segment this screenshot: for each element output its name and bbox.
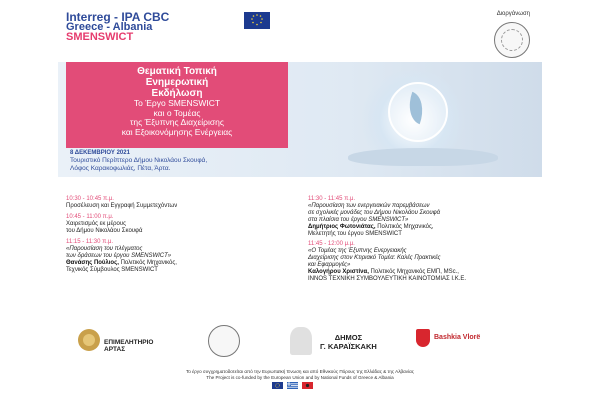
event-date: 8 ΔΕΚΕΜΒΡΙΟΥ 2021	[70, 150, 130, 156]
agenda-topic: Διαχείρισης στον Κτιριακό Τομέα: Καλές Πρακτικές	[308, 255, 441, 261]
agenda-role: Μελετητής του έργου SMENSWICT	[308, 231, 402, 237]
agenda-speaker: Δημήτριος Φωτονιάτας,	[308, 224, 376, 230]
agenda-topic: «Ο Τομέας της Έξυπνης Ενεργειακής	[308, 248, 407, 254]
agenda-item	[66, 214, 266, 235]
venue-line: Λόφος Καρακοφωλιάς, Πέτα, Άρτα.	[70, 165, 171, 172]
agenda-role: Πολιτικός Μηχανικός ΕΜΠ, MSc.,	[370, 269, 459, 275]
event-poster	[58, 0, 542, 400]
agenda-topic: και Εφαρμογές»	[308, 262, 351, 268]
agenda-item	[308, 196, 536, 238]
partner-logos	[58, 325, 542, 367]
agenda-time: 11:45 - 12:00 μ.μ.	[308, 241, 355, 247]
event-subtitle-line: και ο Τομέας	[153, 107, 201, 118]
funding-greek: Το έργο συγχρηματοδοτείται από την Ευρωπαϊκή Ένωση και από Εθνικούς Πόρους της Ελλάδας & της Αλβανίας	[186, 369, 414, 374]
organizer-label: Διοργάνωση	[496, 11, 530, 17]
agenda-topic: σε σχολικές μονάδες του Δήμου Νικολάου Σκουφά	[308, 210, 441, 216]
agenda-topic: «Παρουσίαση των ενεργειακών παρεμβάσεων	[308, 203, 430, 209]
event-title-line: Εκδήλωση	[151, 88, 203, 99]
vlore-logo-text: Bashkia Vlorë	[434, 334, 481, 341]
organizer-seal-icon	[494, 22, 530, 58]
event-title-box	[66, 62, 288, 148]
right-margin	[542, 0, 600, 400]
agenda-topic: των δράσεων του έργου SMENSWICT»	[66, 253, 172, 259]
venue-line: Τουριστικό Περίπτερο Δήμου Νικολάου Σκουφά,	[70, 157, 208, 164]
agenda-speaker: Καλογήρου Χριστίνα,	[308, 269, 369, 275]
agenda-time: 11:15 - 11:30 π.μ.	[66, 239, 114, 245]
agenda-role: Πολιτικός Μηχανικός,	[120, 260, 177, 266]
eu-flag-icon	[244, 12, 270, 29]
municipality-seal-icon	[208, 325, 240, 357]
dimos-name: Γ. ΚΑΡΑΪΣΚΑΚΗ	[320, 342, 377, 351]
agenda-item	[66, 239, 266, 274]
chamber-name: ΕΠΙΜΕΛΗΤΗΡΙΟ	[104, 339, 154, 346]
funding-statement	[58, 369, 542, 380]
program-countries: Greece - Albania	[66, 21, 153, 33]
agenda-item	[308, 241, 536, 283]
agenda-role: INNOS ΤΕΧΝΙΚΗ ΣΥΜΒΟΥΛΕΥΤΙΚΗ ΚΑΙΝΟΤΟΜΙΑΣ Ι.Κ.Ε.	[308, 276, 467, 282]
dimos-label: ΔΗΜΟΣ	[334, 333, 363, 342]
agenda-topic: «Παρουσίαση του πλέγματος	[66, 246, 143, 252]
hand-icon	[348, 148, 498, 166]
agenda-text: Προσέλευση και Εγγραφή Συμμετεχόντων	[66, 203, 178, 209]
hero-banner	[58, 62, 542, 177]
agenda-role: Τεχνικός Σύμβουλος SMENSWICT	[66, 267, 158, 273]
left-margin	[0, 0, 58, 400]
chamber-logo-text	[104, 339, 153, 353]
vlore-crest-icon	[416, 329, 430, 347]
event-title-line: Θεματική Τοπική	[137, 66, 217, 77]
agenda-speaker: Θανάσης Πούλιος,	[66, 260, 119, 266]
agenda-time: 10:45 - 11:00 π.μ.	[66, 214, 114, 220]
agenda-text: του Δήμου Νικολάου Σκουφά	[66, 228, 143, 234]
agenda-role: Πολιτικός Μηχανικός,	[377, 224, 434, 230]
project-name: SMENSWICT	[66, 31, 134, 43]
event-venue	[70, 157, 300, 173]
program-brand	[66, 12, 169, 42]
program-title: Interreg - IPA CBC	[66, 10, 170, 24]
agenda-item	[66, 196, 266, 210]
karaiskakis-bust-icon	[290, 327, 312, 355]
event-title-line: Ενημερωτική	[145, 77, 209, 88]
agenda-time: 11:30 - 11:45 π.μ.	[308, 196, 356, 202]
albania-flag-icon	[302, 382, 313, 389]
event-subtitle-line: Το Έργο SMENSWICT	[133, 98, 221, 108]
greece-flag-icon	[287, 382, 298, 389]
dimos-logo-text	[320, 333, 377, 351]
event-subtitle-line: της Έξυπνης Διαχείρισης	[130, 117, 224, 127]
agenda-time: 10:30 - 10:45 π.μ.	[66, 196, 114, 202]
event-subtitle-line: και Εξοικονόμησης Ενέργειας	[121, 126, 233, 137]
chamber-city: ΑΡΤΑΣ	[104, 346, 126, 353]
funding-english: The Project is co-funded by the European Union and by National Funds of Greece & Albania	[206, 374, 394, 380]
eu-flag-small-icon	[272, 382, 283, 389]
chamber-sun-icon	[78, 329, 100, 351]
agenda-topic: στα πλαίσια του έργου SMENSWICT»	[308, 217, 409, 223]
country-flags	[58, 382, 542, 390]
agenda-text: Χαιρετισμός εκ μέρους	[66, 221, 127, 227]
